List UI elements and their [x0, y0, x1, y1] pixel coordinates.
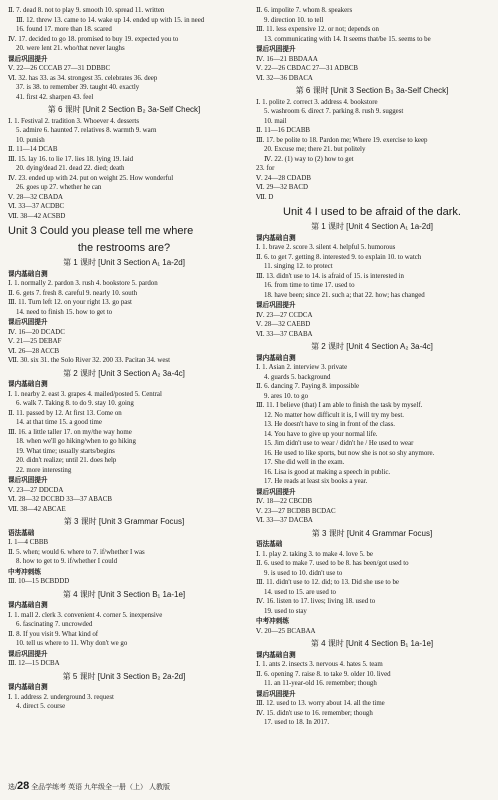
unit-title: Unit 3 Could you please tell me where	[8, 225, 194, 237]
answer-line: Ⅰ. 1—4 CBBB	[8, 539, 49, 546]
answer-line: 17. He reads at least six books a year.	[264, 478, 368, 485]
answer-line: 18. when we'll go hiking/when to go hiking	[16, 438, 136, 445]
answer-line: Ⅴ. 23—27 BCDBB BCDAC	[256, 507, 336, 515]
answer-line: Ⅱ. 6. dancing 7. Paying 8. impossible	[256, 383, 360, 390]
answer-line: Ⅲ. 10—15 BCBDDD	[8, 578, 70, 585]
section-heading: 课内基础自测	[256, 354, 296, 362]
answer-line: 14. need to finish 15. how to get to	[16, 308, 113, 316]
footer-text: 全品学练考 英语 九年级全一册（上） 人教版	[31, 784, 170, 791]
answer-line: 19. used to stay	[264, 607, 307, 615]
answer-line: 9. is used to 10. didn't use to	[264, 569, 343, 577]
answer-line: Ⅳ. 15. didn't use to 16. remember; though	[256, 709, 373, 717]
answer-line: 11. an 11-year-old 16. remember; though	[264, 680, 377, 687]
answer-line: Ⅶ. 38—42 ABCAE	[8, 505, 66, 513]
lesson-heading: 第 1 课时 [Unit 3 Section A₁ 1a-2d]	[63, 258, 185, 267]
answer-line: Ⅰ. 1. Festival 2. tradition 3. Whoever 4. desserts	[8, 117, 140, 125]
section-heading: 课后巩固提升	[256, 488, 296, 496]
section-heading: 课后巩固提升	[8, 650, 48, 658]
answer-line: Ⅱ. 11—16 DCABB	[256, 127, 311, 134]
answer-line: Ⅱ. 6. impolite 7. whom 8. speakers	[256, 7, 353, 14]
section-heading: 中考冲刺练	[256, 618, 289, 625]
answer-line: 13. communicating with 14. It seems that/be 15. seems to be	[264, 35, 431, 43]
answer-line: Ⅲ. 12—15 DCBA	[8, 660, 60, 667]
unit-title: the restrooms are?	[77, 242, 171, 254]
answer-line: Ⅳ. 22. (1) way to (2) how to get	[264, 155, 354, 163]
answer-line: 14. You have to give up your normal life.	[264, 430, 378, 438]
answer-line: 16. He used to like sports, but now she is not so shy anymore.	[264, 449, 435, 457]
answer-line: Ⅵ. 32. has 33. as 34. strongest 35. celebrates 36. deep	[8, 74, 158, 82]
answer-line: Ⅲ. 11. didn't use to 12. did; to 13. Did she use to be	[256, 579, 399, 586]
answer-line: Ⅰ. 1. polite 2. correct 3. address 4. bookstore	[256, 98, 378, 106]
answer-line: 20. dying/dead 21. dead 22. died; death	[16, 165, 125, 172]
answer-line: Ⅳ. 16—21 BBDAAA	[256, 55, 318, 63]
answer-line: Ⅵ. 33—37 DACBA	[256, 517, 313, 524]
lesson-heading: 第 3 课时 [Unit 3 Grammar Focus]	[63, 517, 185, 526]
right-column	[256, 6, 488, 728]
answer-line: Ⅲ. 13. didn't use to 14. is afraid of 15. is interested in	[256, 272, 404, 280]
answer-line: 8. how to get to 9. if/whether I could	[16, 558, 118, 565]
section-heading: 语法基础	[8, 529, 35, 537]
answer-line: Ⅲ. 11. I believe (that) I am able to finish the task by myself.	[256, 402, 423, 409]
answer-line: Ⅴ. 22—26 CBDAC 27—31 ADBCB	[256, 65, 359, 72]
answer-line: Ⅲ. 11. Turn left 12. on your right 13. go past	[8, 299, 132, 306]
answer-line: Ⅰ. 1. brave 2. score 3. silent 4. helpful 5. humorous	[256, 244, 396, 251]
section-heading: 课内基础自测	[8, 270, 48, 278]
answer-line: Ⅲ. 16. a little taller 17. on my/the way home	[8, 428, 132, 436]
answer-line: 6. fascinating 7. uncrowded	[16, 621, 93, 628]
answer-line: 23. for	[256, 165, 275, 172]
answer-line: Ⅵ. 32—36 DBACA	[256, 74, 313, 82]
answer-line: Ⅵ. 29—32 BACD	[256, 184, 308, 191]
lesson-heading: 第 4 课时 [Unit 3 Section B₁ 1a-1e]	[62, 589, 186, 599]
answer-line: Ⅵ. 33—37 ACDBC	[8, 203, 65, 210]
answer-line: Ⅲ. 11. less expensive 12. or not; depends on	[256, 26, 379, 33]
answer-line: 20. Excuse me; there 21. but politely	[264, 146, 366, 153]
answer-line: 15. Jim didn't use to wear / didn't he / He used to wear	[264, 440, 414, 447]
section-heading: 课后巩固提升	[8, 319, 48, 326]
answer-line: Ⅰ. 1. mall 2. clerk 3. convenient 4. corner 5. inexpensive	[8, 611, 163, 619]
answer-line: Ⅰ. 1. address 2. underground 3. request	[8, 693, 114, 701]
page-number: 28	[16, 780, 30, 792]
answer-line: Ⅶ. 30. six 31. the Solo River 32. 200 33. Pacitan 34. west	[8, 357, 171, 364]
answer-line: Ⅴ. 24—28 CDADB	[256, 174, 311, 182]
answer-line: 11. singing 12. to protect	[264, 263, 333, 270]
answer-line: Ⅶ. 38—42 ACSBD	[8, 212, 66, 220]
lesson-heading: 第 2 课时 [Unit 4 Section A₂ 3a-4c]	[311, 342, 433, 351]
answer-line: 16. found 17. more than 18. scared	[16, 26, 112, 33]
answer-line: Ⅶ. D	[256, 193, 274, 201]
answer-line: 17. used to 18. In 2017.	[264, 719, 330, 726]
answer-line: 19. What time; usually starts/begins	[16, 447, 115, 455]
answer-line: 6. walk 7. Taking 8. to do 9. stay 10. going	[16, 400, 134, 407]
answer-line: Ⅱ. 6. opening 7. raise 8. to take 9. older 10. lived	[256, 670, 391, 678]
answer-line: Ⅴ. 21—25 DEBAF	[8, 338, 62, 345]
answer-line: Ⅳ. 16. listen to 17. lives; living 18. used to	[256, 598, 376, 605]
answer-line: Ⅱ. 11. passed by 12. At first 13. Come on	[8, 409, 122, 417]
section-heading: 课内基础自测	[256, 651, 296, 659]
answer-line: Ⅰ. 1. play 2. taking 3. to make 4. love 5. be	[256, 550, 373, 558]
left-column	[8, 6, 240, 712]
answer-line: Ⅲ. 17. be polite to 18. Pardon me; Where 19. exercise to keep	[256, 136, 428, 144]
section-heading: 课后巩固提升	[256, 302, 296, 309]
section-heading: 课内基础自测	[8, 381, 48, 388]
answer-line: 4. guards 5. background	[264, 373, 331, 381]
answer-line: Ⅱ. 6. gets 7. fresh 8. careful 9. nearly 10. south	[8, 289, 138, 297]
answer-line: 12. No matter how difficult it is, I will try my best.	[264, 411, 404, 419]
answer-line: Ⅵ. 26—28 ACCB	[8, 347, 60, 355]
answer-line: 41. first 42. sharpen 43. feel	[16, 93, 94, 101]
answer-line: Ⅳ. 23—27 CCDCA	[256, 311, 313, 319]
answer-line: Ⅱ. 11—14 DCAB	[8, 146, 58, 153]
section-heading: 课内基础自测	[256, 234, 296, 242]
lesson-heading: 第 4 课时 [Unit 4 Section B₁ 1a-1e]	[310, 639, 434, 648]
page-footer	[8, 780, 170, 792]
answer-line: 4. direct 5. course	[16, 703, 66, 710]
section-heading: 课后巩固提升	[256, 690, 296, 698]
section-heading: 课后巩固提升	[8, 477, 48, 484]
answer-line: 14. at that time 15. a good time	[16, 419, 102, 426]
section-heading: 语法基础	[256, 541, 283, 548]
lesson-heading: 第 3 课时 [Unit 4 Grammar Focus]	[311, 528, 433, 538]
answer-line: Ⅴ. 28—32 CAEBD	[256, 321, 311, 328]
answer-line: Ⅳ. 18—22 CBCDB	[256, 498, 313, 505]
answer-line: 5. washroom 6. direct 7. parking 8. rush 9. suggest	[264, 108, 404, 115]
lesson-heading: 第 5 课时 [Unit 3 Section B₂ 2a-2d]	[62, 671, 186, 681]
answer-line: 5. admire 6. haunted 7. relatives 8. warmth 9. warn	[16, 127, 157, 134]
answer-line: 10. tell us where to 11. Why don't we go	[16, 640, 128, 647]
answer-line: Ⅴ. 20—25 BCABAA	[256, 627, 316, 635]
answer-line: Ⅲ. 12. threw 13. came to 14. wake up 14. ended up with 15. in need	[16, 16, 205, 24]
answer-line: Ⅰ. 1. nearby 2. east 3. grapes 4. mailed/posted 5. Central	[8, 390, 162, 398]
unit-title: Unit 4 I used to be afraid of the dark.	[283, 206, 461, 218]
answer-line: 37. is 38. to remember 39. taught 40. exactly	[16, 84, 140, 91]
lesson-heading: 第 6 课时 [Unit 2 Section B₂ 3a-Self Check]	[47, 105, 201, 114]
answer-line: 20. didn't realize; until 21. does help	[16, 457, 117, 464]
answer-line: 17. She did well in the exam.	[264, 459, 345, 466]
answer-line: Ⅱ. 6. used to make 7. used to be 8. has been/got used to	[256, 560, 409, 567]
answer-line: 20. were lent 21. who/that never laughs	[16, 45, 125, 52]
answer-line: Ⅱ. 8. If you visit 9. What kind of	[8, 630, 99, 638]
answer-line: Ⅱ. 7. dead 8. not to play 9. smooth 10. spread 11. written	[8, 7, 165, 14]
lesson-heading: 第 6 课时 [Unit 3 Section B₃ 3a-Self Check]	[295, 86, 449, 95]
answer-line: 10. mail	[264, 117, 287, 125]
answer-line: Ⅴ. 22—26 CCCAB 27—31 DDBBC	[8, 65, 111, 72]
section-heading: 课内基础自测	[8, 684, 48, 691]
section-heading: 课后巩固提升	[256, 46, 296, 53]
answer-line: 14. used to 15. are used to	[264, 588, 336, 596]
answer-line: Ⅳ. 23. ended up with 24. put on weight 25. How wonderful	[8, 174, 174, 182]
answer-line: 16. Lisa is good at making a speech in public.	[264, 468, 391, 476]
section-heading: 课内基础自测	[8, 602, 48, 609]
answer-line: Ⅵ. 28—32 DCCBD 33—37 ABACB	[8, 496, 112, 503]
answer-line: Ⅰ. 1. normally 2. pardon 3. rush 4. bookstore 5. pardon	[8, 280, 158, 287]
answer-line: 16. from time to time 17. used to	[264, 282, 355, 289]
answer-line: Ⅰ. 1. Asian 2. interview 3. private	[256, 364, 348, 371]
answer-line: Ⅴ. 23—27 DDCDA	[8, 486, 64, 494]
lesson-heading: 第 2 课时 [Unit 3 Section A₂ 3a-4c]	[63, 368, 185, 378]
answer-line: 9. ares 10. to go	[264, 392, 309, 400]
answer-line: 9. direction 10. to tell	[264, 16, 324, 24]
answer-line: Ⅱ. 5. when; would 6. where to 7. if/whether I was	[8, 548, 145, 556]
answer-line: 26. goes up 27. whether he can	[16, 184, 102, 191]
answer-line: 10. punish	[16, 136, 45, 144]
answer-line: 22. more interesting	[16, 466, 72, 474]
answer-line: Ⅲ. 12. used to 13. worry about 14. all the time	[256, 700, 385, 707]
answer-line: Ⅳ. 17. decided to go 18. promised to buy 19. expected you to	[8, 35, 179, 43]
answer-line: Ⅱ. 6. to get 7. getting 8. interested 9. to explain 10. to watch	[256, 253, 422, 261]
footer-prefix: 选/	[8, 784, 17, 791]
answer-line: 18. have been; since 21. such a; that 22. how; has changed	[264, 291, 425, 299]
answer-line: Ⅵ. 33—37 CBABA	[256, 330, 313, 338]
section-heading: 中考冲刺练	[8, 568, 41, 576]
answer-line: Ⅳ. 16—20 DCADC	[8, 328, 65, 336]
answer-line: Ⅲ. 15. lay 16. to lie 17. lies 18. lying 19. laid	[8, 155, 134, 163]
answer-line: 13. He doesn't have to sing in front of the class.	[264, 421, 395, 428]
section-heading: 课后巩固提升	[8, 55, 48, 63]
answer-line: Ⅴ. 28—32 CBADA	[8, 193, 63, 201]
answer-line: Ⅰ. 1. ants 2. insects 3. nervous 4. hates 5. team	[256, 661, 383, 668]
lesson-heading: 第 1 课时 [Unit 4 Section A₁ 1a-2d]	[311, 222, 433, 231]
